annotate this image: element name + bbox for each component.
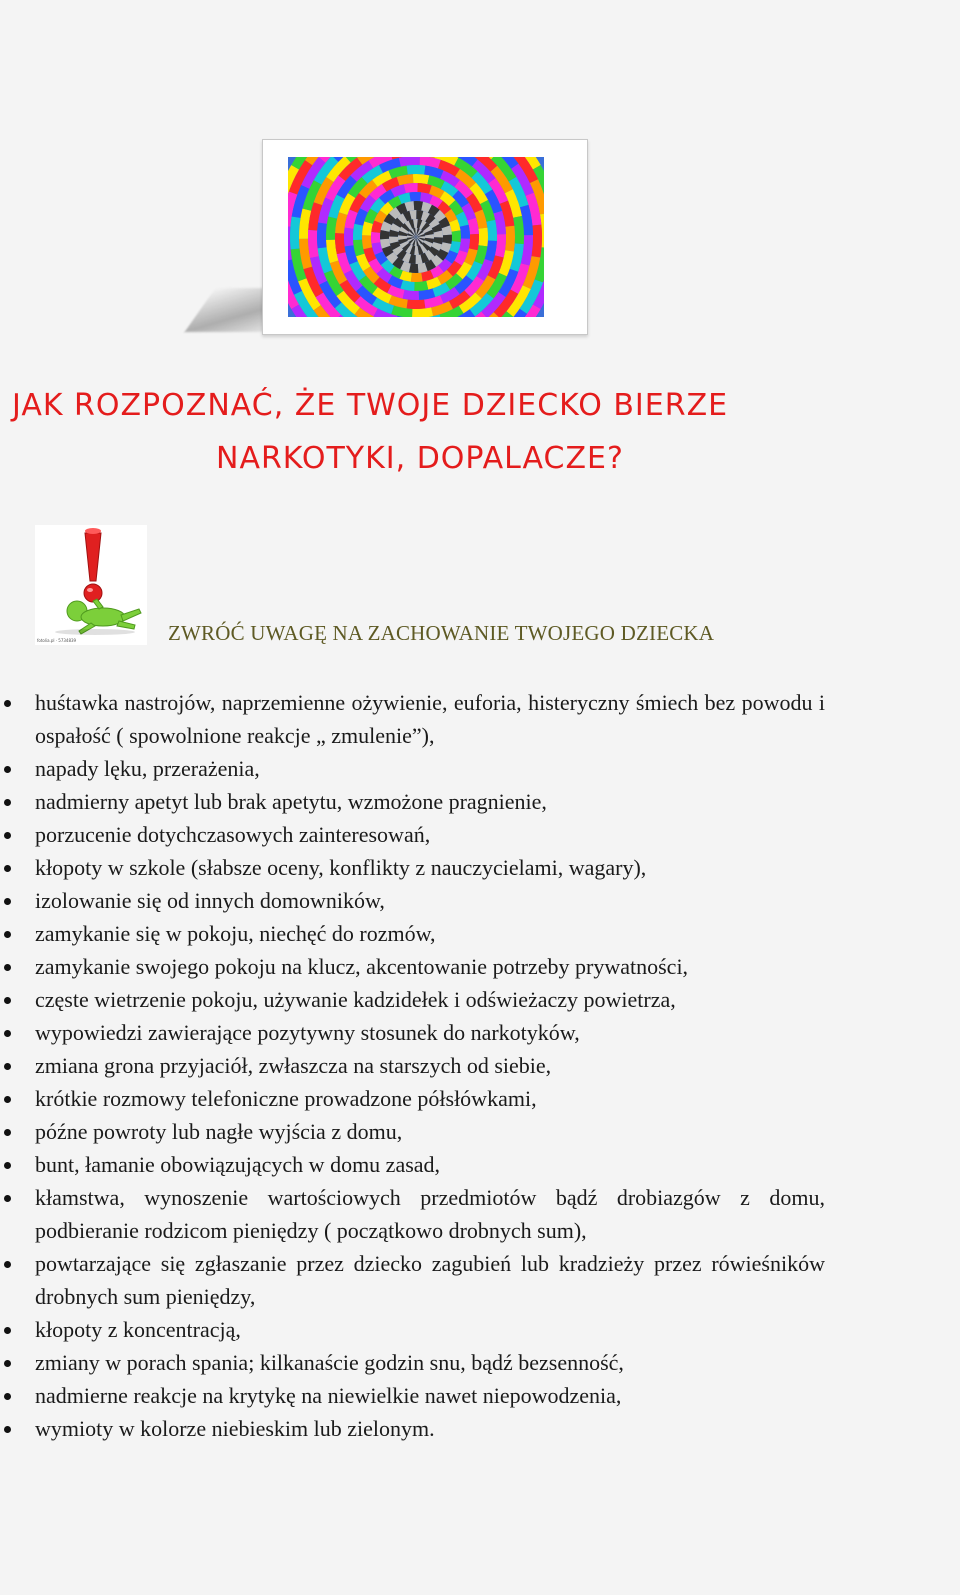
psychedelic-spiral-image <box>262 139 588 335</box>
list-item: kłopoty w szkole (słabsze oceny, konflikty z nauczycielami, wagary), <box>0 851 825 884</box>
list-item: huśtawka nastrojów, naprzemienne ożywienie, euforia, histeryczny śmiech bez powodu i ospałość ( spowolnione reakcje „ zmulenie”), <box>0 686 825 752</box>
list-item: późne powroty lub nagłe wyjścia z domu, <box>0 1115 825 1148</box>
list-item: izolowanie się od innych domowników, <box>0 884 825 917</box>
list-item: zmiany w porach spania; kilkanaście godzin snu, bądź bezsenność, <box>0 1346 825 1379</box>
list-item: wymioty w kolorze niebieskim lub zielonym. <box>0 1412 825 1445</box>
section-heading: ZWRÓĆ UWAGĘ NA ZACHOWANIE TWOJEGO DZIECKA <box>168 621 715 645</box>
hero-illustration <box>0 0 960 360</box>
list-item: kłamstwa, wynoszenie wartościowych przedmiotów bądź drobiazgów z domu, podbieranie rodzicom pieniędzy ( początkowo drobnych sum), <box>0 1181 825 1247</box>
list-item: porzucenie dotychczasowych zainteresowań, <box>0 818 825 851</box>
list-item: wypowiedzi zawierające pozytywny stosunek do narkotyków, <box>0 1016 825 1049</box>
list-item: częste wietrzenie pokoju, używanie kadzidełek i odświeżaczy powietrza, <box>0 983 825 1016</box>
psychedelic-spiral-graphic <box>288 157 544 317</box>
list-item: bunt, łamanie obowiązujących w domu zasad, <box>0 1148 825 1181</box>
list-item: nadmierny apetyt lub brak apetytu, wzmożone pragnienie, <box>0 785 825 818</box>
list-item: zamykanie swojego pokoju na klucz, akcentowanie potrzeby prywatności, <box>0 950 825 983</box>
list-item: krótkie rozmowy telefoniczne prowadzone półsłówkami, <box>0 1082 825 1115</box>
main-title-line-1: JAK ROZPOZNAĆ, ŻE TWOJE DZIECKO BIERZE <box>12 388 729 423</box>
list-item: zmiana grona przyjaciół, zwłaszcza na starszych od siebie, <box>0 1049 825 1082</box>
list-item: kłopoty z koncentracją, <box>0 1313 825 1346</box>
list-item: powtarzające się zgłaszanie przez dziecko zagubień lub kradzieży przez rówieśników drobnych sum pieniędzy, <box>0 1247 825 1313</box>
list-item: napady lęku, przerażenia, <box>0 752 825 785</box>
main-title-line-2: NARKOTYKI, DOPALACZE? <box>216 441 624 476</box>
figure-caption: fotolia.pl · 5734839 <box>37 638 77 643</box>
symptom-list <box>0 686 960 1445</box>
warning-figure-image <box>35 525 147 645</box>
exclamation-figure-icon <box>35 525 147 645</box>
list-item: zamykanie się w pokoju, niechęć do rozmów, <box>0 917 825 950</box>
list-item: nadmierne reakcje na krytykę na niewielkie nawet niepowodzenia, <box>0 1379 825 1412</box>
